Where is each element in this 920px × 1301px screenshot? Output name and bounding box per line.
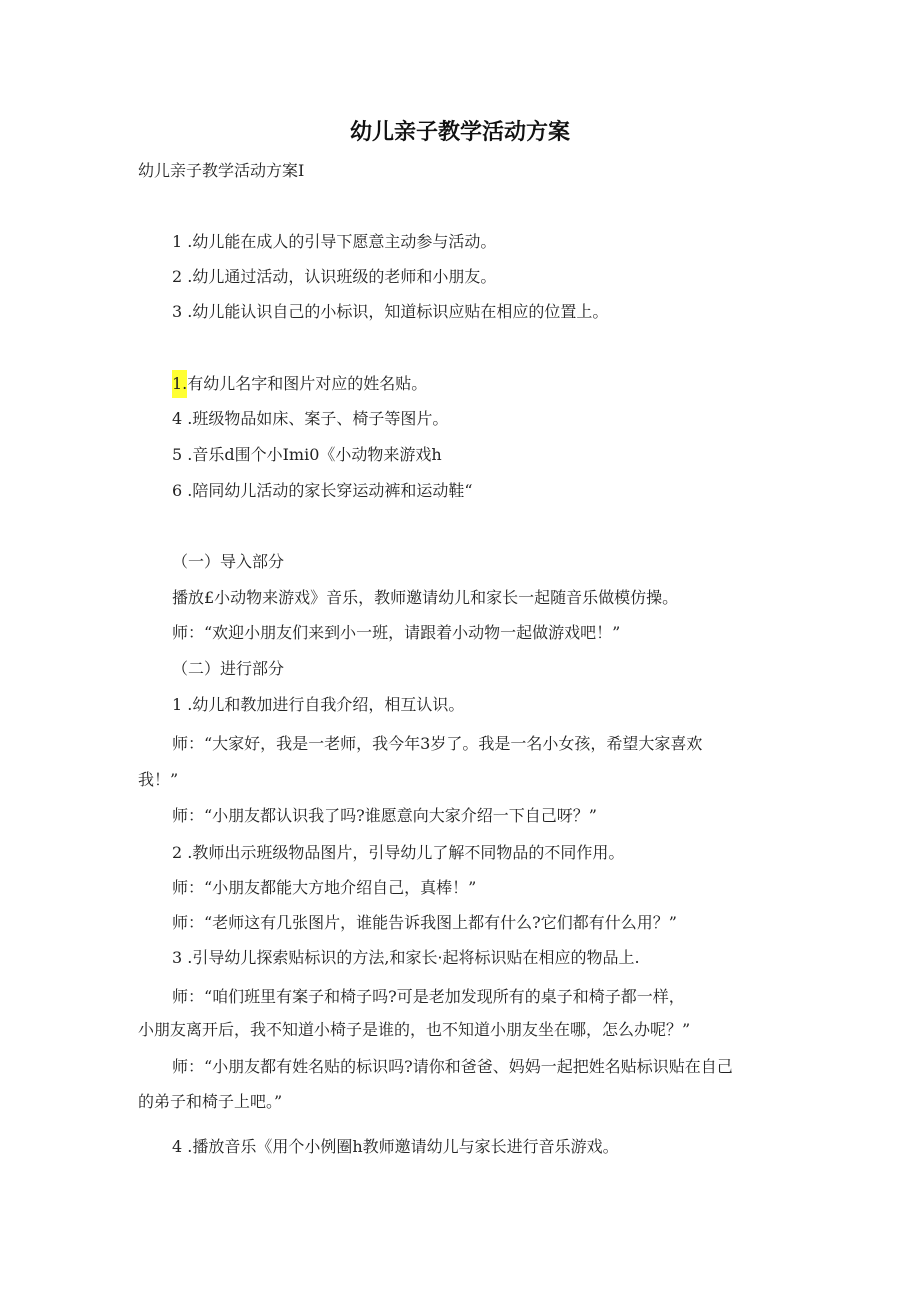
step-1: 1 .幼儿和教加进行自我介绍，相互认识。 bbox=[172, 695, 465, 714]
section-heading-intro: （一）导入部分 bbox=[172, 552, 285, 571]
goal-item-3: 3 .幼儿能认识自己的小标识，知道标识应贴在相应的位置上。 bbox=[172, 302, 609, 321]
goal-item-1: 1 .幼儿能在成人的引导下愿意主动参与活动。 bbox=[172, 232, 497, 251]
section-heading-main: （二）进行部分 bbox=[172, 659, 285, 678]
teacher-quote: 师：“咱们班里有案子和椅子吗?可是老加发现所有的桌子和椅子都一样， bbox=[172, 987, 685, 1006]
teacher-quote: 师：“老师这有几张图片，谁能告诉我图上都有什么?它们都有什么用？” bbox=[172, 913, 677, 932]
document-title: 幼儿亲子教学活动方案 bbox=[349, 120, 570, 145]
paragraph: 播放£小动物来游戏》音乐，教师邀请幼儿和家长一起随音乐做模仿操。 bbox=[172, 588, 679, 607]
step-4: 4 .播放音乐《用个小例圈h教师邀请幼儿与家长进行音乐游戏。 bbox=[172, 1137, 619, 1156]
teacher-quote: 师：“小朋友都能大方地介绍自己，真棒！” bbox=[172, 878, 477, 897]
prep-item-5: 5 .音乐d围个小Imi0《小动物来游戏h bbox=[172, 445, 442, 464]
teacher-quote-continued: 小朋友离开后，我不知道小椅子是谁的，也不知道小朋友坐在哪，怎么办呢？” bbox=[138, 1020, 691, 1039]
prep-item-4: 4 .班级物品如床、案子、椅子等图片。 bbox=[172, 409, 449, 428]
prep-item-1-text: 有幼儿名字和图片对应的姓名贴。 bbox=[187, 374, 428, 393]
teacher-quote-continued: 我！” bbox=[138, 770, 179, 789]
prep-item-1 bbox=[172, 373, 427, 395]
prep-item-6: 6 .陪同幼儿活动的家长穿运动裤和运动鞋“ bbox=[172, 481, 473, 500]
teacher-quote: 师：“小朋友都认识我了吗?谁愿意向大家介绍一下自己呀？” bbox=[172, 806, 597, 825]
goal-item-2: 2 .幼儿通过活动，认识班级的老师和小朋友。 bbox=[172, 267, 497, 286]
teacher-quote: 师：“大家好，我是一老师，我今年3岁了。我是一名小女孩，希望大家喜欢 bbox=[172, 734, 703, 753]
step-2: 2 .教师出示班级物品图片，引导幼儿了解不同物品的不同作用。 bbox=[172, 843, 625, 862]
highlighted-number: 1. bbox=[172, 370, 187, 398]
document-subtitle: 幼儿亲子教学活动方案I bbox=[138, 161, 305, 180]
teacher-quote: 师：“欢迎小朋友们来到小一班，请跟着小动物一起做游戏吧！” bbox=[172, 623, 621, 642]
step-3: 3 .引导幼儿探索贴标识的方法,和家长·起将标识贴在相应的物品上. bbox=[172, 948, 640, 967]
teacher-quote-continued: 的弟子和椅子上吧。” bbox=[138, 1092, 283, 1111]
teacher-quote: 师：“小朋友都有姓名贴的标识吗?请你和爸爸、妈妈一起把姓名贴标识贴在自己 bbox=[172, 1057, 733, 1076]
